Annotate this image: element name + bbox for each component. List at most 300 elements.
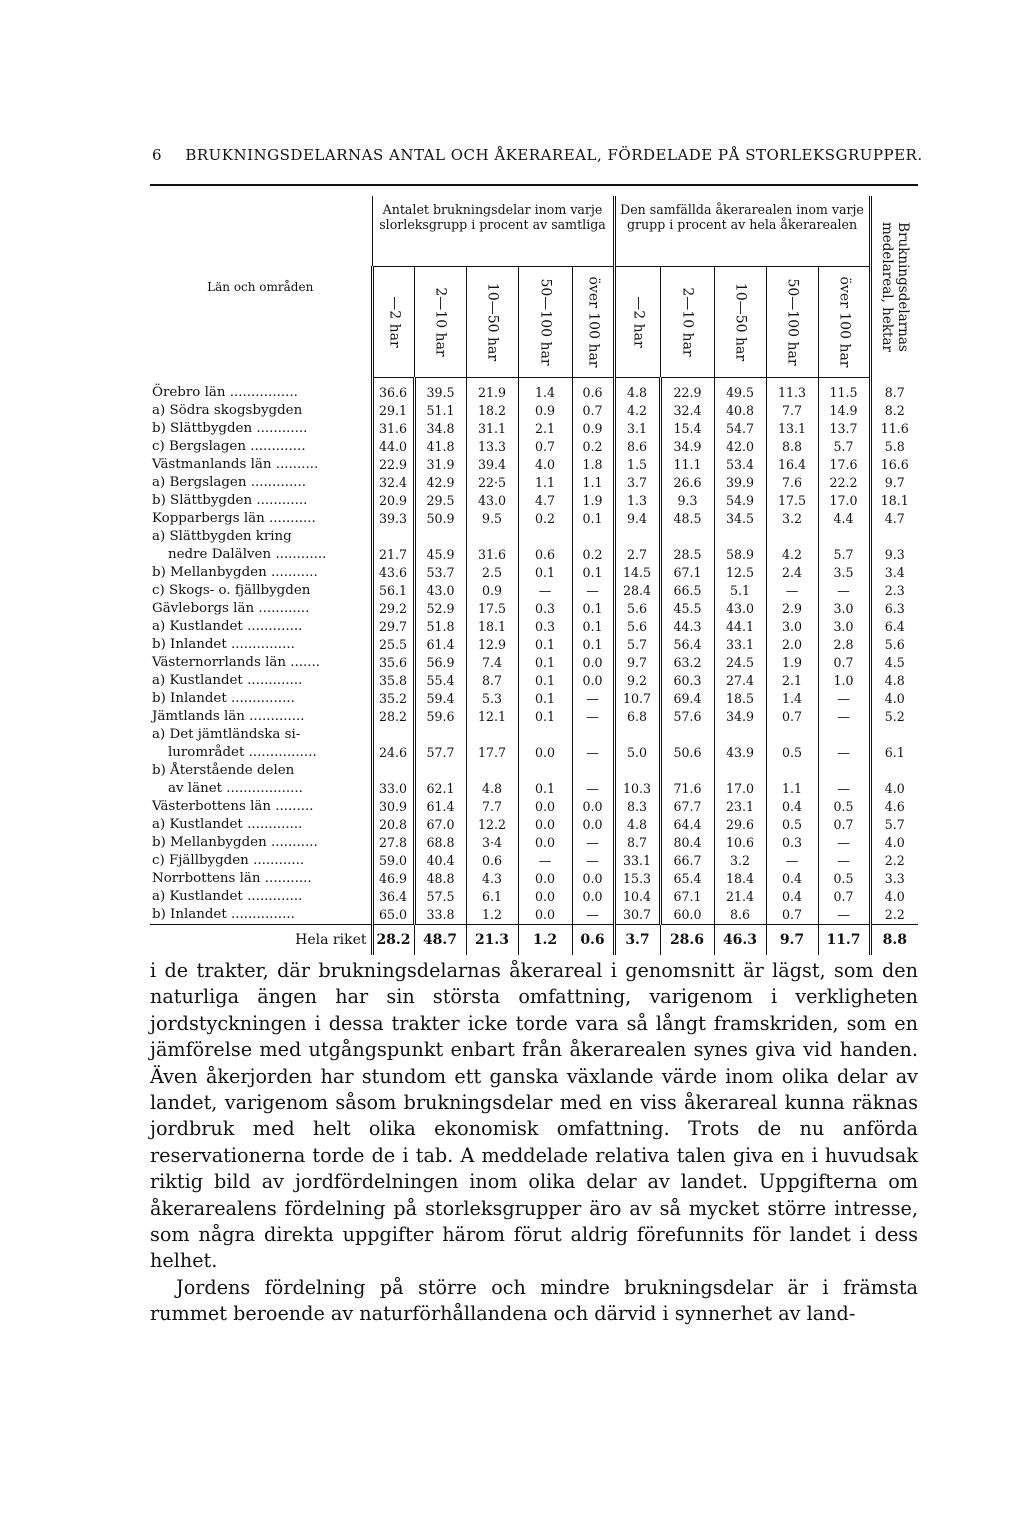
table-row bbox=[150, 636, 918, 654]
table-cell: — bbox=[818, 780, 870, 798]
table-cell: 17.0 bbox=[818, 492, 870, 510]
table-cell: 36.6 bbox=[372, 378, 414, 403]
table-cell: 2.0 bbox=[766, 636, 818, 654]
table-cell: 29.2 bbox=[372, 600, 414, 618]
table-cell: 5.6 bbox=[614, 618, 660, 636]
table-cell: 0.1 bbox=[572, 564, 614, 582]
leader-dots: ............. bbox=[244, 709, 305, 724]
table-cell: 17.0 bbox=[714, 780, 766, 798]
row-label-text: a) Kustlandet bbox=[152, 619, 243, 634]
table-cell: 0.7 bbox=[518, 438, 572, 456]
table-cell: 2.1 bbox=[518, 420, 572, 438]
table-cell: 1.4 bbox=[766, 690, 818, 708]
leader-dots: ............ bbox=[254, 601, 310, 616]
table-cell: 0.0 bbox=[572, 816, 614, 834]
table-cell bbox=[372, 528, 414, 546]
row-label bbox=[150, 780, 372, 798]
table-row bbox=[150, 528, 918, 546]
table-cell: 2.8 bbox=[818, 636, 870, 654]
table-cell: — bbox=[818, 690, 870, 708]
table-cell: 29.6 bbox=[714, 816, 766, 834]
table-cell: 20.8 bbox=[372, 816, 414, 834]
row-label bbox=[150, 378, 372, 403]
table-cell: 16.4 bbox=[766, 456, 818, 474]
body-text bbox=[150, 958, 918, 1328]
table-cell: 43.0 bbox=[414, 582, 466, 600]
table-cell: 32.4 bbox=[372, 474, 414, 492]
table-cell: 4.0 bbox=[870, 888, 918, 906]
table-cell: — bbox=[818, 852, 870, 870]
table-row bbox=[150, 378, 918, 403]
mean-area-header bbox=[870, 196, 918, 378]
table-cell: 12.1 bbox=[466, 708, 518, 726]
table-cell: 49.5 bbox=[714, 378, 766, 403]
table-row bbox=[150, 780, 918, 798]
table-cell: 1.4 bbox=[518, 378, 572, 403]
table-cell: 17.7 bbox=[466, 744, 518, 762]
table-row bbox=[150, 888, 918, 906]
table-cell: 4.6 bbox=[870, 798, 918, 816]
table-cell: 31.6 bbox=[372, 420, 414, 438]
leader-dots: ............. bbox=[242, 889, 303, 904]
leader-dots: .................. bbox=[222, 781, 303, 796]
table-row bbox=[150, 492, 918, 510]
table-cell: 4.2 bbox=[614, 402, 660, 420]
table-cell: 0.1 bbox=[518, 690, 572, 708]
leader-dots: ............. bbox=[242, 619, 303, 634]
row-label-text: a) Kustlandet bbox=[152, 889, 243, 904]
table-cell: 27.4 bbox=[714, 672, 766, 690]
table-cell: 14.9 bbox=[818, 402, 870, 420]
table-cell: — bbox=[818, 708, 870, 726]
table-cell: 11.5 bbox=[818, 378, 870, 403]
table-row bbox=[150, 546, 918, 564]
table-cell: 0.9 bbox=[466, 582, 518, 600]
table-row bbox=[150, 798, 918, 816]
table-cell: 0.0 bbox=[572, 654, 614, 672]
table-cell: 1.3 bbox=[614, 492, 660, 510]
table-cell bbox=[372, 762, 414, 780]
table-cell: 68.8 bbox=[414, 834, 466, 852]
table-cell: 9.5 bbox=[466, 510, 518, 528]
table-cell: 51.8 bbox=[414, 618, 466, 636]
table-cell: 4.5 bbox=[870, 654, 918, 672]
table-cell: 17.5 bbox=[466, 600, 518, 618]
table-cell: 8.7 bbox=[466, 672, 518, 690]
row-label-text: Örebro län bbox=[152, 385, 226, 400]
row-label-text: av länet bbox=[168, 781, 223, 796]
header-rule bbox=[150, 184, 918, 186]
table-cell: 45.9 bbox=[414, 546, 466, 564]
table-cell: — bbox=[572, 708, 614, 726]
row-label bbox=[150, 456, 372, 474]
table-cell: 1.9 bbox=[766, 654, 818, 672]
table-cell bbox=[572, 762, 614, 780]
table-cell: 50.9 bbox=[414, 510, 466, 528]
table-cell: 40.8 bbox=[714, 402, 766, 420]
table-cell bbox=[660, 726, 714, 744]
leader-dots: ........... bbox=[260, 871, 312, 886]
table-cell: 60.3 bbox=[660, 672, 714, 690]
table-cell: 1.1 bbox=[572, 474, 614, 492]
table-cell: 9.3 bbox=[870, 546, 918, 564]
count-group-header bbox=[372, 196, 614, 267]
table-cell: 3.0 bbox=[766, 618, 818, 636]
leader-dots: ............... bbox=[226, 637, 295, 652]
table-cell bbox=[766, 762, 818, 780]
table-cell: 7.7 bbox=[766, 402, 818, 420]
table-cell: 9.7 bbox=[870, 474, 918, 492]
table-cell: — bbox=[518, 852, 572, 870]
leader-dots: ........... bbox=[266, 565, 318, 580]
table-cell bbox=[372, 726, 414, 744]
table-cell: 0.9 bbox=[572, 420, 614, 438]
leader-dots: ............. bbox=[246, 475, 307, 490]
table-cell: — bbox=[766, 582, 818, 600]
table-cell: 0.1 bbox=[572, 600, 614, 618]
table-cell: 1.8 bbox=[572, 456, 614, 474]
table-cell: 4.8 bbox=[466, 780, 518, 798]
table-cell: 0.4 bbox=[766, 798, 818, 816]
area-header-label: Län och områden bbox=[207, 279, 314, 294]
table-cell: 39.9 bbox=[714, 474, 766, 492]
table-cell: 10.3 bbox=[614, 780, 660, 798]
table-cell: 65.4 bbox=[660, 870, 714, 888]
table-cell: 5.2 bbox=[870, 708, 918, 726]
table-cell bbox=[572, 726, 614, 744]
table-cell: 8.7 bbox=[870, 378, 918, 403]
row-label bbox=[150, 690, 372, 708]
table-cell: 5.6 bbox=[614, 600, 660, 618]
row-label-text: a) Södra skogsbygden bbox=[152, 403, 303, 418]
table-cell: 0.2 bbox=[572, 546, 614, 564]
table-row bbox=[150, 438, 918, 456]
table-cell: 11.3 bbox=[766, 378, 818, 403]
table-cell: 2.2 bbox=[870, 906, 918, 925]
table-cell: 0.1 bbox=[572, 510, 614, 528]
table-body bbox=[150, 378, 918, 956]
row-label-text: c) Bergslagen bbox=[152, 439, 246, 454]
total-cell: 28.6 bbox=[660, 925, 714, 956]
table-cell: 0.3 bbox=[518, 600, 572, 618]
table-cell: 57.7 bbox=[414, 744, 466, 762]
table-cell: 22.9 bbox=[660, 378, 714, 403]
table-cell: 15.3 bbox=[614, 870, 660, 888]
table-cell: 0.5 bbox=[818, 798, 870, 816]
table-row bbox=[150, 654, 918, 672]
total-cell: 3.7 bbox=[614, 925, 660, 956]
table-cell: 42.0 bbox=[714, 438, 766, 456]
table-cell: 22·5 bbox=[466, 474, 518, 492]
row-label bbox=[150, 708, 372, 726]
table-cell: 4.4 bbox=[818, 510, 870, 528]
table-cell: 0.1 bbox=[518, 564, 572, 582]
table-row bbox=[150, 600, 918, 618]
row-label-text: b) Inlandet bbox=[152, 691, 227, 706]
leader-dots: ......... bbox=[270, 799, 314, 814]
table-cell: 8.6 bbox=[714, 906, 766, 925]
total-cell: 28.2 bbox=[372, 925, 414, 956]
table-cell: 7.6 bbox=[766, 474, 818, 492]
page-number: 6 bbox=[152, 146, 163, 164]
table-cell: 0.7 bbox=[818, 816, 870, 834]
table-cell: 22.2 bbox=[818, 474, 870, 492]
table-cell: 6.4 bbox=[870, 618, 918, 636]
running-head bbox=[152, 146, 923, 164]
row-label bbox=[150, 636, 372, 654]
table-cell: 21.9 bbox=[466, 378, 518, 403]
row-label bbox=[150, 528, 372, 546]
total-cell: 21.3 bbox=[466, 925, 518, 956]
table-cell: 39.5 bbox=[414, 378, 466, 403]
table-cell: 43.6 bbox=[372, 564, 414, 582]
table-cell: 33.8 bbox=[414, 906, 466, 925]
table-cell: 31.1 bbox=[466, 420, 518, 438]
total-cell: 46.3 bbox=[714, 925, 766, 956]
table-cell bbox=[414, 726, 466, 744]
paragraph: Jordens fördelning på större och mindre brukningsdelar är i främsta rummet beroende av naturförhållandena och därvid i synnerhet av land- bbox=[150, 1275, 918, 1326]
table-cell bbox=[714, 528, 766, 546]
table-cell: 12.2 bbox=[466, 816, 518, 834]
total-cell: 48.7 bbox=[414, 925, 466, 956]
table-cell: 4.0 bbox=[870, 780, 918, 798]
table-row bbox=[150, 420, 918, 438]
table-cell: 0.0 bbox=[518, 834, 572, 852]
table-cell bbox=[766, 726, 818, 744]
table-cell bbox=[572, 528, 614, 546]
table-cell: 33.0 bbox=[372, 780, 414, 798]
row-label bbox=[150, 546, 372, 564]
table-cell: 3.0 bbox=[818, 618, 870, 636]
table-cell: 0.7 bbox=[766, 906, 818, 925]
table-cell: 0.0 bbox=[518, 816, 572, 834]
mean-area-label: Brukningsdelarnas medelareal, hektar bbox=[878, 221, 911, 352]
table-cell: 0.7 bbox=[818, 654, 870, 672]
leader-dots: ............ bbox=[248, 853, 305, 868]
table-cell: 50.6 bbox=[660, 744, 714, 762]
leader-dots: ........... bbox=[264, 511, 316, 526]
table-cell: 8.8 bbox=[766, 438, 818, 456]
table-cell: 16.6 bbox=[870, 456, 918, 474]
count-size-header: över 100 har bbox=[572, 267, 614, 378]
table-cell: — bbox=[818, 744, 870, 762]
table-row bbox=[150, 870, 918, 888]
table-row bbox=[150, 582, 918, 600]
table-cell: 4.7 bbox=[518, 492, 572, 510]
table-cell: 8.7 bbox=[614, 834, 660, 852]
table-cell: 59.6 bbox=[414, 708, 466, 726]
table-cell: 0.3 bbox=[518, 618, 572, 636]
table-cell: 53.4 bbox=[714, 456, 766, 474]
row-label bbox=[150, 510, 372, 528]
table-cell: 0.1 bbox=[518, 654, 572, 672]
table-cell: — bbox=[572, 834, 614, 852]
table-cell bbox=[614, 726, 660, 744]
table-cell: 5.7 bbox=[614, 636, 660, 654]
table-row bbox=[150, 510, 918, 528]
table-cell: 0.4 bbox=[766, 870, 818, 888]
leader-dots: ............... bbox=[226, 691, 295, 706]
row-label-text: b) Mellanbygden bbox=[152, 565, 267, 580]
table-cell: — bbox=[572, 906, 614, 925]
table-cell: 3.1 bbox=[614, 420, 660, 438]
table-cell: 5.3 bbox=[466, 690, 518, 708]
row-label-text: nedre Dalälven bbox=[168, 547, 272, 562]
table-cell bbox=[414, 762, 466, 780]
table-cell: — bbox=[518, 582, 572, 600]
table-cell: 0.7 bbox=[572, 402, 614, 420]
table-cell: 5.8 bbox=[870, 438, 918, 456]
leader-dots: ............ bbox=[252, 421, 308, 436]
table-cell: 24.6 bbox=[372, 744, 414, 762]
count-size-header: 50—100 har bbox=[518, 267, 572, 378]
table-cell: 3.2 bbox=[714, 852, 766, 870]
table-cell: 21.7 bbox=[372, 546, 414, 564]
table-cell: 0.5 bbox=[766, 744, 818, 762]
table-cell: 8.3 bbox=[614, 798, 660, 816]
table-cell: 14.5 bbox=[614, 564, 660, 582]
table-cell: 1.1 bbox=[766, 780, 818, 798]
table-cell: 17.5 bbox=[766, 492, 818, 510]
row-label bbox=[150, 582, 372, 600]
row-label bbox=[150, 600, 372, 618]
table-row bbox=[150, 564, 918, 582]
table-cell: 5.1 bbox=[714, 582, 766, 600]
table-cell: 0.1 bbox=[518, 708, 572, 726]
table-row bbox=[150, 456, 918, 474]
table-cell: 13.3 bbox=[466, 438, 518, 456]
table-cell: 63.2 bbox=[660, 654, 714, 672]
table-cell: 6.1 bbox=[466, 888, 518, 906]
table-cell: 56.9 bbox=[414, 654, 466, 672]
row-label-text: Kopparbergs län bbox=[152, 511, 265, 526]
table-cell: 39.3 bbox=[372, 510, 414, 528]
table-cell: 21.4 bbox=[714, 888, 766, 906]
table-cell: 5.7 bbox=[818, 546, 870, 564]
table-cell: 61.4 bbox=[414, 636, 466, 654]
table-row bbox=[150, 762, 918, 780]
area-group-label: Den samfällda åkerarealen inom varje grupp i procent av hela åkerarealen bbox=[620, 202, 864, 232]
row-label-text: a) Kustlandet bbox=[152, 817, 243, 832]
table-cell: 0.0 bbox=[572, 888, 614, 906]
row-label bbox=[150, 888, 372, 906]
row-label bbox=[150, 438, 372, 456]
table-cell: 56.4 bbox=[660, 636, 714, 654]
table-cell: 9.3 bbox=[660, 492, 714, 510]
table-cell: 29.7 bbox=[372, 618, 414, 636]
row-label-text: Norrbottens län bbox=[152, 871, 261, 886]
table-cell: 30.7 bbox=[614, 906, 660, 925]
table-cell: 39.4 bbox=[466, 456, 518, 474]
count-size-header: 2—10 har bbox=[414, 267, 466, 378]
table-row bbox=[150, 618, 918, 636]
table-cell: 35.2 bbox=[372, 690, 414, 708]
table-cell: 10.6 bbox=[714, 834, 766, 852]
table-cell: 12.5 bbox=[714, 564, 766, 582]
table-cell: 35.8 bbox=[372, 672, 414, 690]
table-cell: 6.1 bbox=[870, 744, 918, 762]
table-cell: 22.9 bbox=[372, 456, 414, 474]
table-cell bbox=[660, 762, 714, 780]
table-cell bbox=[714, 762, 766, 780]
count-group-label: Antalet brukningsdelar inom varje slorleksgrupp i procent av samtliga bbox=[379, 202, 606, 232]
table-cell: 5.0 bbox=[614, 744, 660, 762]
table-row bbox=[150, 672, 918, 690]
table-cell: 41.8 bbox=[414, 438, 466, 456]
table-cell: 24.5 bbox=[714, 654, 766, 672]
table-row bbox=[150, 816, 918, 834]
table-cell: 0.1 bbox=[572, 636, 614, 654]
row-label-text: b) Slättbygden bbox=[152, 493, 253, 508]
table-cell bbox=[414, 528, 466, 546]
table-cell: 5.6 bbox=[870, 636, 918, 654]
leader-dots: ............ bbox=[271, 547, 327, 562]
table-cell: 12.9 bbox=[466, 636, 518, 654]
table-cell: 55.4 bbox=[414, 672, 466, 690]
table-cell: 1.0 bbox=[818, 672, 870, 690]
table-cell: 67.0 bbox=[414, 816, 466, 834]
row-label bbox=[150, 654, 372, 672]
table-cell: 67.7 bbox=[660, 798, 714, 816]
row-label bbox=[150, 816, 372, 834]
area-group-header bbox=[614, 196, 870, 267]
table-cell: 9.2 bbox=[614, 672, 660, 690]
table-cell: 10.7 bbox=[614, 690, 660, 708]
table-cell bbox=[714, 726, 766, 744]
table-cell: 18.5 bbox=[714, 690, 766, 708]
table-cell: 65.0 bbox=[372, 906, 414, 925]
table-cell: 9.4 bbox=[614, 510, 660, 528]
table-cell: 18.1 bbox=[466, 618, 518, 636]
table-cell: 0.6 bbox=[466, 852, 518, 870]
table-cell: 1.5 bbox=[614, 456, 660, 474]
table-cell bbox=[466, 726, 518, 744]
table-cell: 0.2 bbox=[572, 438, 614, 456]
total-row bbox=[150, 925, 918, 956]
table-row bbox=[150, 708, 918, 726]
table-cell: 9.7 bbox=[614, 654, 660, 672]
leader-dots: ............. bbox=[245, 439, 306, 454]
row-label bbox=[150, 726, 372, 744]
table-cell: 58.9 bbox=[714, 546, 766, 564]
row-label bbox=[150, 870, 372, 888]
table-cell: 44.3 bbox=[660, 618, 714, 636]
table-cell: 34.8 bbox=[414, 420, 466, 438]
leader-dots: ............ bbox=[252, 493, 308, 508]
table-cell: 18.4 bbox=[714, 870, 766, 888]
row-label-text: b) Slättbygden bbox=[152, 421, 253, 436]
table-cell: 60.0 bbox=[660, 906, 714, 925]
table-row bbox=[150, 906, 918, 925]
table-cell: 15.4 bbox=[660, 420, 714, 438]
table-cell: 29.5 bbox=[414, 492, 466, 510]
table-cell: 54.9 bbox=[714, 492, 766, 510]
table-cell: 2.2 bbox=[870, 852, 918, 870]
area-size-header: —2 har bbox=[614, 267, 660, 378]
table-row bbox=[150, 852, 918, 870]
table-cell: 57.5 bbox=[414, 888, 466, 906]
row-label bbox=[150, 672, 372, 690]
table-cell bbox=[518, 528, 572, 546]
table-cell: 66.5 bbox=[660, 582, 714, 600]
table-cell: 17.6 bbox=[818, 456, 870, 474]
leader-dots: .......... bbox=[271, 457, 319, 472]
table-row bbox=[150, 690, 918, 708]
table-cell: 0.0 bbox=[518, 906, 572, 925]
table-cell: 20.9 bbox=[372, 492, 414, 510]
table-cell: 0.1 bbox=[518, 780, 572, 798]
table-cell: 0.9 bbox=[518, 402, 572, 420]
